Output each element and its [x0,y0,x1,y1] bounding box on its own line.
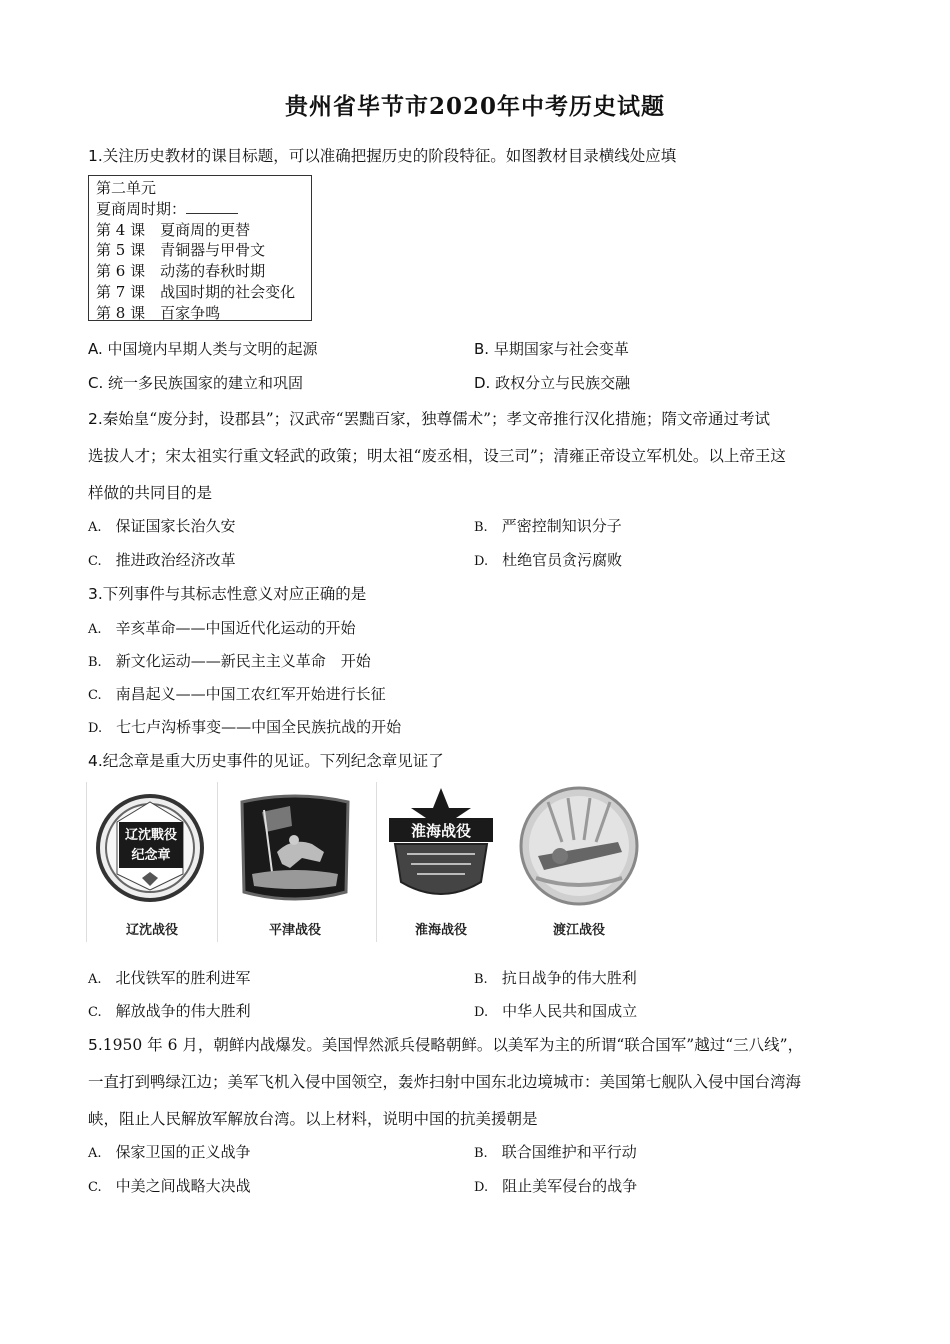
option-text: 南昌起义——中国工农红军开始进行长征 [115,685,386,703]
q4-option-b[interactable] [474,967,637,988]
medal-caption: 渡江战役 [552,923,605,938]
question-2-line-2: 选拔人才；宋太祖实行重文轻武的政策；明太祖“废丞相，设三司”；清雍正帝设立军机处。以上帝王这 [88,447,786,465]
question-1-number: 1. [88,147,103,165]
option-letter: A. [88,972,102,987]
option-text: 解放战争的伟大胜利 [115,1002,251,1020]
page-title: 贵州省毕节市2020年中考历史试题 [284,93,665,120]
option-letter: D. [474,554,489,569]
option-letter: D. [474,1005,489,1020]
option-text: 早期国家与社会变革 [493,340,629,358]
option-letter: B. [474,1146,488,1161]
q4-option-d[interactable] [474,1000,637,1021]
q5-option-c[interactable] [88,1175,251,1196]
question-2-text: 秦始皇“废分封，设郡县”；汉武帝“罢黜百家，独尊儒术”；孝文帝推行汉化措施；隋文帝通过考试 [102,410,770,428]
q1-option-c[interactable] [88,372,303,393]
q5-option-a[interactable] [88,1141,251,1162]
medal-caption: 平津战役 [268,923,321,938]
question-3-number: 3. [88,585,103,603]
option-text: 新文化运动——新民主主义革命 开始 [115,652,371,670]
q2-option-a[interactable] [88,515,236,536]
question-4-text: 纪念章是重大历史事件的见证。下列纪念章见证了 [102,752,444,770]
option-letter: D. [474,374,491,392]
answer-blank [186,199,238,214]
option-letter: A. [88,520,102,535]
q3-option-a[interactable] [88,617,356,638]
question-1-stem [88,144,676,166]
q1-option-d[interactable] [474,372,630,393]
option-letter: D. [474,1180,489,1195]
question-3-text: 下列事件与其标志性意义对应正确的是 [102,585,367,603]
question-4-number: 4. [88,752,103,770]
question-1-text: 关注历史教材的课目标题，可以准确把握历史的阶段特征。如图教材目录横线处应填 [102,147,677,165]
option-text: 抗日战争的伟大胜利 [501,969,637,987]
toc-line: 第 7 课 战国时期的社会变化 [96,282,296,301]
textbook-toc-box [88,175,312,321]
option-letter: B. [474,972,488,987]
option-text: 北伐铁军的胜利进军 [115,969,251,987]
q5-option-b[interactable] [474,1141,637,1162]
toc-line: 第 8 课 百家争鸣 [96,303,221,322]
q4-option-c[interactable] [88,1000,251,1021]
question-5-line-2: 一直打到鸭绿江边；美军飞机入侵中国领空，轰炸扫射中国东北边境城市：美国第七舰队入侵中国台湾海 [88,1073,802,1091]
q3-option-c[interactable] [88,683,386,704]
option-letter: A. [88,622,102,637]
option-letter: B. [474,340,490,358]
medal-huaihai-image [376,782,505,942]
option-letter: C. [88,1180,102,1195]
option-text: 中美之间战略大决战 [115,1177,251,1195]
q2-option-d[interactable] [474,549,622,570]
question-5-number: 5. [88,1036,103,1054]
medal-dujiang-image [518,782,640,942]
toc-line: 第二单元 [96,179,157,197]
option-text: 杜绝官员贪污腐败 [502,551,623,569]
q4-option-a[interactable] [88,967,251,988]
svg-text:淮海战役: 淮海战役 [410,822,472,840]
question-3-stem [88,582,366,604]
q3-option-d[interactable] [88,716,401,737]
option-text: 辛亥革命——中国近代化运动的开始 [115,619,356,637]
medal-dujiang-graphic [518,782,640,912]
medal-huaihai-graphic [377,782,505,912]
toc-line: 第 6 课 动荡的春秋时期 [96,262,266,281]
option-text: 阻止美军侵台的战争 [502,1177,638,1195]
option-text: 政权分立与民族交融 [495,374,631,392]
option-letter: C. [88,688,102,703]
option-text: 中华人民共和国成立 [502,1002,638,1020]
q3-option-b[interactable] [88,650,371,671]
option-letter: C. [88,374,104,392]
option-text: 七七卢沟桥事变——中国全民族抗战的开始 [116,718,402,736]
toc-blank-label: 夏商周时期： [96,199,187,218]
svg-text:纪念章: 纪念章 [131,848,171,863]
medal-caption: 辽沈战役 [125,923,178,938]
toc-line-with-blank [96,199,311,220]
q1-option-a[interactable] [88,338,318,359]
option-text: 联合国维护和平行动 [501,1143,637,1161]
question-5-line-1 [88,1033,803,1055]
medal-liaoshen-image [86,782,218,942]
option-text: 中国境内早期人类与文明的起源 [107,340,318,358]
question-4-stem [88,749,444,771]
medal-pingjin-graphic [232,782,358,912]
option-text: 严密控制知识分子 [501,517,622,535]
option-text: 保家卫国的正义战争 [115,1143,251,1161]
option-text: 保证国家长治久安 [115,517,236,535]
option-letter: D. [88,721,103,736]
toc-line: 第 4 课 夏商周的更替 [96,220,251,239]
medal-pingjin-image [232,782,358,942]
option-letter: A. [88,1146,102,1161]
medal-caption: 淮海战役 [414,923,467,938]
option-letter: B. [474,520,488,535]
question-5-line-3: 峡，阻止人民解放军解放台湾。以上材料，说明中国的抗美援朝是 [88,1110,538,1128]
option-letter: B. [88,655,102,670]
question-5-text: 1950 年 6 月，朝鲜内战爆发。美国悍然派兵侵略朝鲜。以美军为主的所谓“联合国军”越过“三八线”， [102,1036,804,1054]
option-text: 推进政治经济改革 [115,551,236,569]
q5-option-d[interactable] [474,1175,637,1196]
svg-text:辽沈戰役: 辽沈戰役 [124,828,178,843]
question-2-number: 2. [88,410,103,428]
q1-option-b[interactable] [474,338,629,359]
q2-option-c[interactable] [88,549,236,570]
option-text: 统一多民族国家的建立和巩固 [108,374,304,392]
q2-option-b[interactable] [474,515,622,536]
toc-line: 第 5 课 青铜器与甲骨文 [96,241,266,260]
question-2-line-3: 样做的共同目的是 [88,484,213,502]
question-2-line-1 [88,407,770,429]
option-letter: C. [88,554,102,569]
option-letter: A. [88,340,103,358]
medal-liaoshen-graphic [87,782,217,912]
option-letter: C. [88,1005,102,1020]
